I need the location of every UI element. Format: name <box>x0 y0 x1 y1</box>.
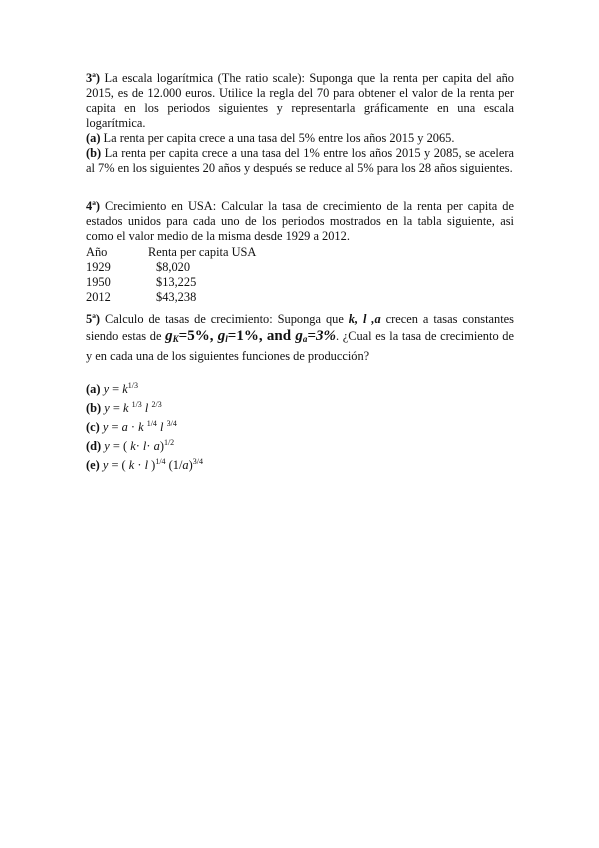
function-e: (e) y = ( k · l )$^{1/4}$ $(1/a)^{3/4}$ <box>86 457 203 472</box>
exercise-5-statement: Calculo de tasas de crecimiento: Suponga que <box>100 312 349 326</box>
exercise-3-item-b <box>86 146 514 176</box>
table-row <box>86 260 256 275</box>
exercise-3-item-a <box>86 131 514 146</box>
exercise-3-statement: La escala logarítmica (The ratio scale): Suponga que la renta per capita del año 2015, es de 12.000 euros. Utilice la regla del 70 para obtener el valor de la renta per capita en los periodos siguientes y representarla gráficamente en una escala logarítmica. <box>86 71 514 130</box>
header-year: Año <box>86 245 108 259</box>
table-row <box>86 290 256 305</box>
table-row <box>86 275 256 290</box>
exercise-5-statement-cont: crecen a tasas constantes siendo estas de <box>86 312 514 343</box>
variables: k, l ,a <box>348 312 381 326</box>
item-text: La renta per capita crece a una tasa del 1% entre los años 2015 y 2085, se acelera al 7% en los siguientes 20 años y después se reduce al 5% para los 28 años siguientes. <box>86 146 514 175</box>
cell-income: $43,238 <box>156 290 197 304</box>
item-label: (b) <box>86 146 102 160</box>
exercise-4-intro <box>86 199 514 244</box>
function-b: (b) y = k $^{1/3}$ l $^{2/3}$ <box>86 400 162 415</box>
cell-year: 2012 <box>86 290 111 304</box>
exercise-4-statement: Crecimiento en USA: Calcular la tasa de crecimiento de la renta per capita de estados unidos para cada uno de los periodos mostrados en la tabla siguiente, asi como el valor medio de la misma desde 1929 a 2012. <box>86 199 514 243</box>
rate-gl: $g_l=1\%$, <box>217 328 263 344</box>
item-text: La renta per capita crece a una tasa del 5% entre los años 2015 y 2065. <box>100 131 455 145</box>
exercise-number: 4ª) <box>86 199 101 213</box>
rate-ga: $g_a=3\%$ <box>295 328 336 344</box>
table-header-row <box>86 245 256 260</box>
income-table <box>86 245 256 305</box>
cell-income: $13,225 <box>156 275 197 289</box>
function-a: (a) $y = k^{1/3}$ <box>86 381 138 396</box>
item-label: (a) <box>86 131 101 145</box>
exercise-5-question: . ¿Cual es la tasa de crecimiento de y en cada una de los siguientes funciones de producción? <box>86 329 514 363</box>
exercise-4 <box>86 199 514 305</box>
function-d: (d) y = ( k· l· a)$^{1/2}$ <box>86 438 175 453</box>
exercise-3 <box>86 71 514 176</box>
exercise-number: 3ª) <box>86 71 101 85</box>
rate-gk: $g_K=5\%$, <box>165 328 214 344</box>
exercise-5 <box>86 311 514 473</box>
function-c: (c) y = a · k $^{1/4}$ l $^{3/4}$ <box>86 419 177 434</box>
exercise-5-intro <box>86 311 514 365</box>
and-word: and <box>262 328 296 344</box>
exercise-3-intro <box>86 71 514 131</box>
header-income: Renta per capita USA <box>148 245 257 259</box>
cell-income: $8,020 <box>156 260 191 274</box>
cell-year: 1950 <box>86 275 111 289</box>
functions-list <box>86 378 514 473</box>
cell-year: 1929 <box>86 260 111 274</box>
exercise-number: 5ª) <box>86 312 101 326</box>
